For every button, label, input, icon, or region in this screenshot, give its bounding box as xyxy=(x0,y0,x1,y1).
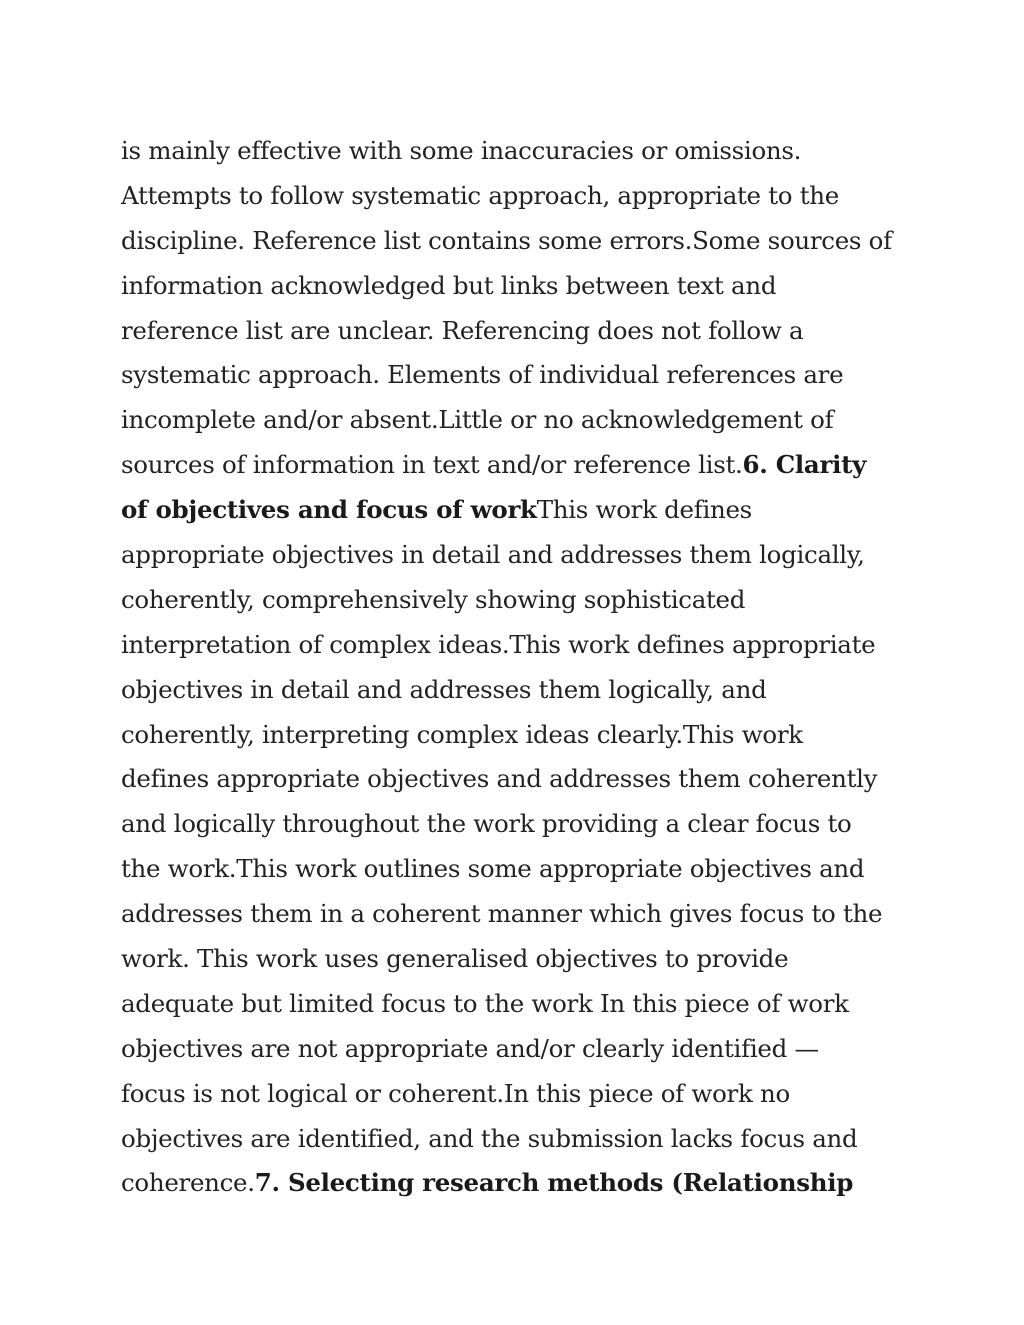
text-line xyxy=(121,443,921,488)
body-text-run: the work.This work outlines some appropriate objectives and xyxy=(121,854,865,884)
body-text-run: discipline. Reference list contains some errors.Some sources of xyxy=(121,225,892,255)
body-text-run: objectives are identified, and the submission lacks focus and xyxy=(121,1123,858,1153)
body-text-run: Attempts to follow systematic approach, appropriate to the xyxy=(121,180,839,210)
body-text-run: interpretation of complex ideas.This work defines appropriate xyxy=(121,629,876,659)
text-line xyxy=(121,264,921,309)
text-line xyxy=(121,1161,921,1206)
text-line xyxy=(121,533,921,578)
text-line xyxy=(121,623,921,668)
text-line xyxy=(121,1072,921,1117)
text-line xyxy=(121,1117,921,1162)
body-text-run: is mainly effective with some inaccuracies or omissions. xyxy=(121,136,802,165)
text-line xyxy=(121,578,921,623)
text-line xyxy=(121,398,921,443)
text-line xyxy=(121,129,921,174)
text-line xyxy=(121,174,921,219)
text-line xyxy=(121,219,921,264)
body-text-run: objectives are not appropriate and/or clearly identified — xyxy=(121,1033,819,1063)
text-line xyxy=(121,937,921,982)
text-line xyxy=(121,1027,921,1072)
body-text-run: adequate but limited focus to the work In this piece of work xyxy=(121,988,849,1018)
section-heading-text: 7. Selecting research methods (Relationship xyxy=(254,1168,854,1198)
body-text-run: appropriate objectives in detail and addresses them logically, xyxy=(121,540,865,570)
body-text xyxy=(121,129,921,1206)
text-line xyxy=(121,713,921,758)
body-text-run: information acknowledged but links between text and xyxy=(121,270,777,300)
body-text-run: systematic approach. Elements of individual references are xyxy=(121,360,844,390)
text-line xyxy=(121,488,921,533)
text-line xyxy=(121,892,921,937)
text-line xyxy=(121,757,921,802)
body-text-run: coherently, interpreting complex ideas clearly.This work xyxy=(121,719,803,749)
text-line xyxy=(121,353,921,398)
body-text-run: and logically throughout the work providing a clear focus to xyxy=(121,809,852,839)
body-text-run: coherently, comprehensively showing sophisticated xyxy=(121,584,746,614)
body-text-run: addresses them in a coherent manner which gives focus to the xyxy=(121,899,883,929)
text-line xyxy=(121,847,921,892)
section-heading-text: of objectives and focus of work xyxy=(121,495,537,525)
body-text-run: defines appropriate objectives and addresses them coherently xyxy=(121,764,878,794)
body-text-run: work. This work uses generalised objectives to provide xyxy=(121,944,789,974)
body-text-run: focus is not logical or coherent.In this piece of work no xyxy=(121,1078,790,1108)
body-text-run: incomplete and/or absent.Little or no acknowledgement of xyxy=(121,405,834,435)
body-text-run: reference list are unclear. Referencing does not follow a xyxy=(121,315,804,345)
text-line xyxy=(121,802,921,847)
text-line xyxy=(121,309,921,354)
body-text-run: sources of information in text and/or reference list. xyxy=(121,450,743,480)
text-line xyxy=(121,982,921,1027)
text-line xyxy=(121,668,921,713)
body-text-run: objectives in detail and addresses them logically, and xyxy=(121,674,767,704)
body-text-run: This work defines xyxy=(536,495,752,525)
section-heading-text: 6. Clarity xyxy=(742,450,867,480)
body-text-run: coherence. xyxy=(121,1168,255,1198)
